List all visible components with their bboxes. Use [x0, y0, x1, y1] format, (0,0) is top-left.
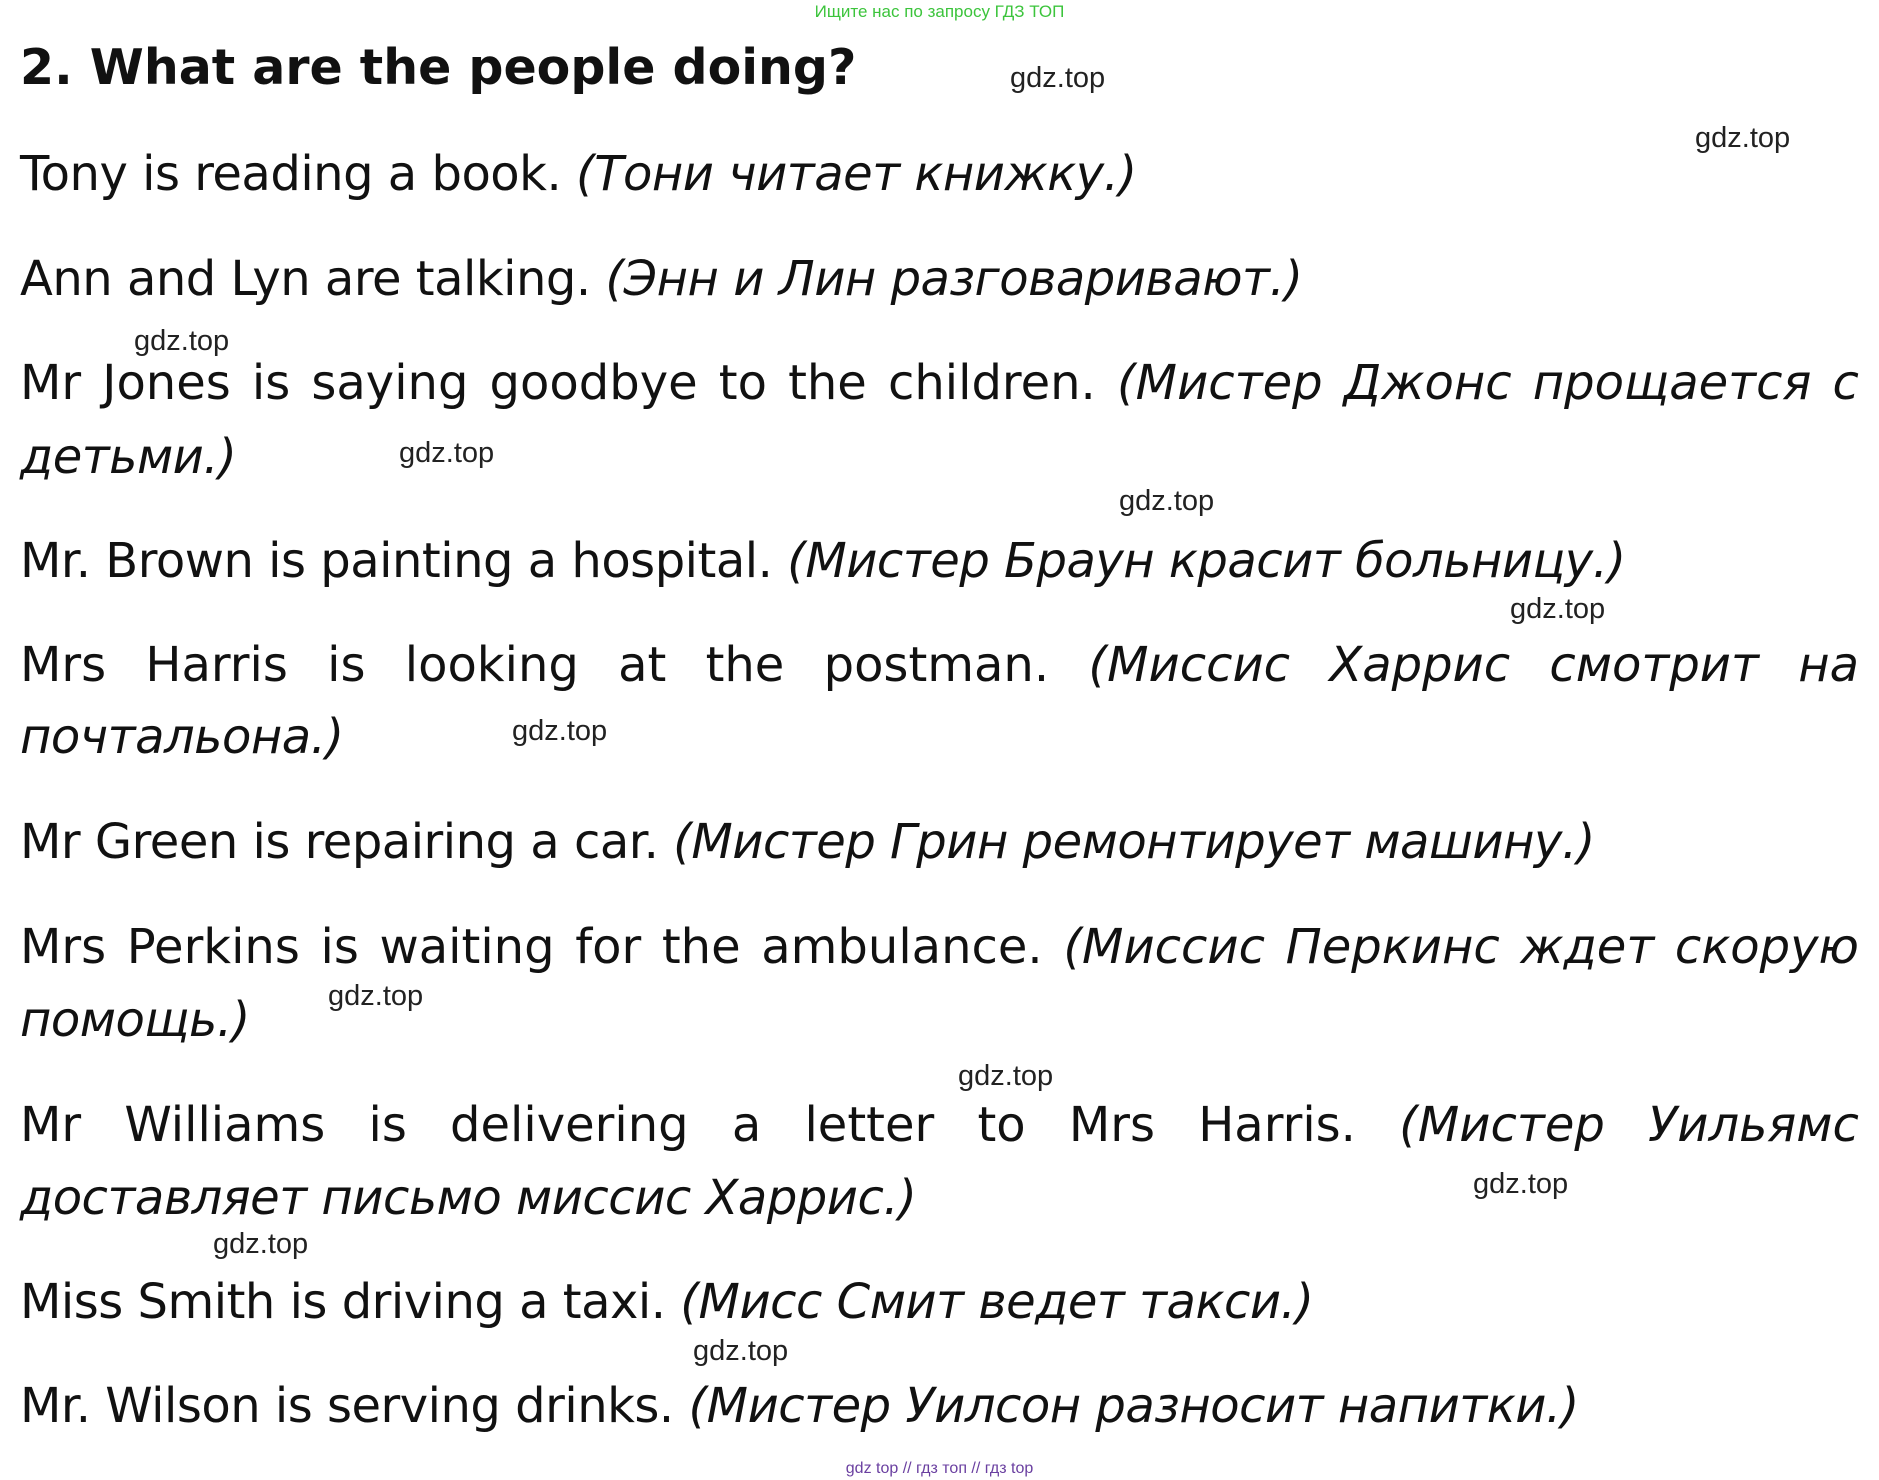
- sentence-9-english: Miss Smith is driving a taxi.: [20, 1274, 666, 1330]
- watermark: gdz.top: [134, 325, 230, 357]
- watermark: gdz.top: [1119, 485, 1215, 517]
- sentence-3-line-2: детьми.): [20, 429, 237, 485]
- sentence-9: [20, 1272, 1314, 1332]
- exercise-heading: 2. What are the people doing?: [20, 39, 857, 96]
- sentence-6-translation: (Мистер Грин ремонтирует машину.): [673, 814, 1595, 870]
- sentence-8-line-2: доставляет письмо миссис Харрис.): [20, 1170, 917, 1226]
- watermark: gdz.top: [328, 980, 424, 1012]
- watermark: gdz.top: [512, 715, 608, 747]
- watermark: gdz.top: [1473, 1168, 1569, 1200]
- watermark: gdz.top: [958, 1060, 1054, 1092]
- sentence-7-line-1: Mrs Perkins is waiting for the ambulance. (Миссис Перкинс ждет скорую: [20, 919, 1859, 975]
- sentence-9-translation: (Мисс Смит ведет такси.): [680, 1274, 1314, 1330]
- sentence-2-translation: (Энн и Лин разговаривают.): [605, 251, 1303, 307]
- sentence-3-line-1: Mr Jones is saying goodbye to the children. (Мистер Джонс прощается с: [20, 355, 1859, 411]
- sentence-1-translation: (Тони читает книжку.): [576, 146, 1137, 202]
- watermark: gdz.top: [1510, 593, 1606, 625]
- sentence-4-translation: (Мистер Браун красит больницу.): [787, 533, 1626, 589]
- sentence-8-line-1: Mr Williams is delivering a letter to Mrs Harris. (Мистер Уильямс: [20, 1097, 1859, 1153]
- sentence-6-english: Mr Green is repairing a car.: [20, 814, 659, 870]
- sentence-1: [20, 144, 1137, 204]
- top-banner: Ищите нас по запросу ГДЗ ТОП: [814, 2, 1065, 21]
- sentence-4-english: Mr. Brown is painting a hospital.: [20, 533, 773, 589]
- watermark: gdz.top: [213, 1228, 309, 1260]
- watermark: gdz.top: [399, 437, 495, 469]
- watermark: gdz.top: [693, 1335, 789, 1367]
- sentence-10: [20, 1376, 1579, 1436]
- sentence-2: [20, 249, 1302, 309]
- footer-watermark: gdz top // гдз топ // гдз top: [845, 1460, 1034, 1477]
- sentence-2-english: Ann and Lyn are talking.: [20, 251, 591, 307]
- sentence-10-english: Mr. Wilson is serving drinks.: [20, 1378, 674, 1434]
- sentence-6: [20, 812, 1595, 872]
- sentence-1-english: Tony is reading a book.: [20, 146, 562, 202]
- sentence-5-line-1: Mrs Harris is looking at the postman. (Миссис Харрис смотрит на: [20, 637, 1859, 693]
- sentence-7-line-2: помощь.): [20, 992, 250, 1048]
- watermark: gdz.top: [1010, 62, 1106, 94]
- sentence-10-translation: (Мистер Уилсон разносит напитки.): [688, 1378, 1579, 1434]
- sentence-5-line-2: почтальона.): [20, 709, 344, 765]
- sentence-4: [20, 531, 1626, 591]
- watermark: gdz.top: [1695, 122, 1791, 154]
